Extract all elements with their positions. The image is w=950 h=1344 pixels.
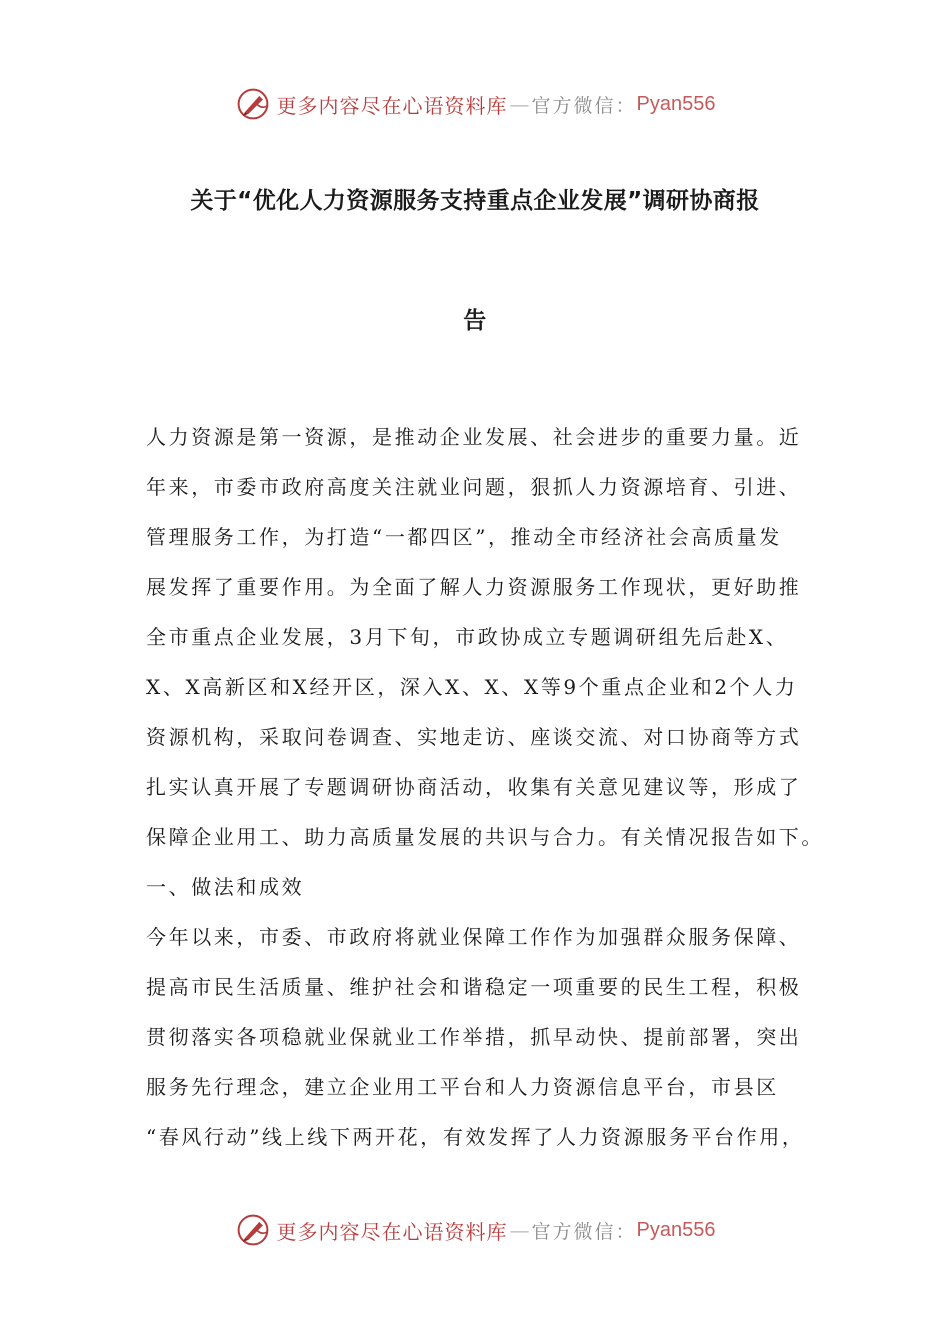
body-line: 年来，市委市政府高度关注就业问题，狠抓人力资源培育、引进、 [146,475,802,499]
body-line: 今年以来，市委、市政府将就业保障工作作为加强群众服务保障、 [146,925,802,949]
body-line: 人力资源是第一资源，是推动企业发展、社会进步的重要力量。近 [146,425,802,449]
body-line: 管理服务工作，为打造“一都四区”，推动全市经济社会高质量发 [146,525,782,549]
watermark-official-label: 官方微信： [531,94,637,117]
watermark-text: 更多内容尽在心语资料库 [276,93,508,118]
watermark-text: 更多内容尽在心语资料库 [276,1219,508,1244]
document-title-line-2: 告 [463,308,487,334]
watermark-header [0,82,950,126]
watermark-wechat-id: Pyan556 [636,1218,716,1241]
document-body [146,412,824,1162]
document-title-line-1: 关于“优化人力资源服务支持重点企业发展”调研协商报 [190,188,760,214]
body-line: 贯彻落实各项稳就业保就业工作举措，抓早动快、提前部署，突出 [146,1025,802,1049]
body-line: 保障企业用工、助力高质量发展的共识与合力。有关情况报告如下。 [146,825,824,849]
body-line: 服务先行理念，建立企业用工平台和人力资源信息平台，市县区 [146,1075,779,1099]
body-line: 提高市民生活质量、维护社会和谐稳定一项重要的民生工程，积极 [146,975,802,999]
watermark-footer [0,1208,950,1252]
body-line: 扎实认真开展了专题调研协商活动，收集有关意见建议等，形成了 [146,775,802,799]
pen-logo-icon [235,1212,271,1248]
body-line: 展发挥了重要作用。为全面了解人力资源服务工作现状，更好助推 [146,575,802,599]
body-line: X、X高新区和X经开区，深入X、X、X等9个重点企业和2个人力 [146,675,798,699]
body-line: 全市重点企业发展，3月下旬，市政协成立专题调研组先后赴X、 [146,625,789,649]
section-heading: 一、做法和成效 [146,875,305,899]
pen-logo-icon [235,86,271,122]
watermark-separator: — [509,1218,530,1242]
body-line: “春风行动”线上线下两开花，有效发挥了人力资源服务平台作用， [146,1125,805,1149]
watermark-wechat-id: Pyan556 [636,92,716,115]
body-line: 资源机构，采取问卷调查、实地走访、座谈交流、对口协商等方式 [146,725,802,749]
watermark-separator: — [509,92,530,116]
watermark-official-label: 官方微信： [531,1220,637,1243]
